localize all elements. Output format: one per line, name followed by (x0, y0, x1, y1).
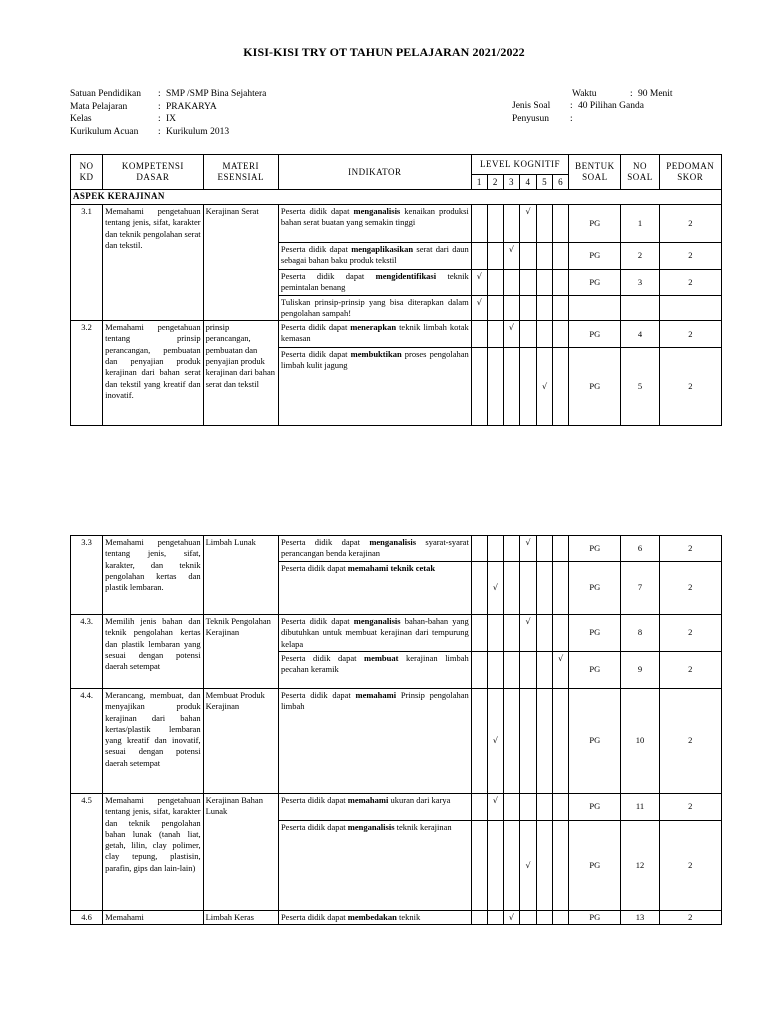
table-row (71, 911, 722, 925)
kd-number: 3.3 (71, 536, 103, 615)
pedoman-skor: 2 (659, 794, 721, 821)
bentuk-soal (569, 295, 621, 321)
indikator-text: Peserta didik dapat (280, 244, 352, 254)
level-cell (487, 270, 503, 296)
pedoman-skor: 2 (659, 536, 721, 562)
level-cell (471, 295, 487, 321)
level-cell (520, 536, 537, 562)
no-soal: 7 (621, 562, 659, 615)
level-cell (520, 689, 537, 794)
no-soal: 2 (621, 243, 659, 270)
check-mark: √ (508, 245, 514, 254)
indikator-cell (278, 205, 471, 243)
meta-right: Jenis Soal : 40 Pilihan Ganda Penyusun : (512, 101, 644, 124)
level-cell (503, 348, 519, 426)
meta-label: Jenis Soal (512, 101, 551, 111)
no-soal: 10 (621, 689, 659, 794)
materi-esensial: Kerajinan Serat (203, 205, 278, 321)
table-row (71, 689, 722, 794)
indikator-text: Peserta didik dapat (280, 349, 351, 360)
level-cell (553, 205, 569, 243)
header-pedoman: PEDOMAN SKOR (659, 155, 721, 190)
level-cell (537, 794, 553, 821)
indikator-keyword: memahami (347, 795, 389, 805)
level-number: 2 (487, 175, 503, 190)
level-cell (519, 321, 536, 348)
level-cell (503, 911, 519, 925)
level-cell (471, 205, 487, 243)
indikator-text: Prinsip pengolahan limbah (280, 690, 469, 712)
check-mark: √ (508, 323, 514, 333)
level-cell (553, 652, 569, 689)
materi-esensial: Limbah Lunak (203, 536, 278, 615)
pedoman-skor: 2 (659, 911, 721, 925)
indikator-text: kerajinan limbah pecahan keramik (280, 653, 469, 675)
table-row (71, 615, 722, 652)
check-mark: √ (525, 860, 531, 870)
materi-esensial: Teknik Pengolahan Kerajinan (203, 615, 278, 689)
kd-number: 4.5 (71, 794, 103, 911)
indikator-text: serat dari daun sebagai bahan baku produk tekstil (280, 244, 469, 266)
level-cell (487, 295, 503, 321)
pedoman-skor: 2 (659, 689, 721, 794)
indikator-keyword: membedakan (347, 912, 397, 922)
level-cell (503, 205, 519, 243)
meta-value: PRAKARYA (166, 101, 217, 112)
level-cell (503, 270, 519, 296)
level-cell (487, 321, 503, 348)
bentuk-soal: PG (569, 562, 621, 615)
table-row (71, 205, 722, 243)
check-mark: √ (476, 297, 482, 307)
level-cell (471, 821, 487, 911)
check-mark: √ (492, 796, 498, 805)
level-cell (553, 295, 569, 321)
materi-esensial: prinsip perancangan, pembuatan dan penyajian produk kerajinan dari bahan serat dan tekstil (203, 321, 278, 426)
indikator-cell (278, 689, 471, 794)
level-cell (553, 536, 569, 562)
level-cell (471, 652, 487, 689)
level-cell (487, 562, 503, 615)
kompetensi-dasar: Memilih jenis bahan dan teknik pengolahan kertas dan plastik lembaran yang sesuai dengan potensi daerah setempat (103, 615, 203, 689)
level-cell (537, 348, 553, 426)
no-soal: 1 (621, 205, 659, 243)
indikator-text: ukuran dari karya (388, 795, 451, 805)
no-soal (621, 295, 659, 321)
level-cell (553, 562, 569, 615)
indikator-text: teknik (396, 912, 421, 922)
level-cell (520, 652, 537, 689)
pedoman-skor (659, 295, 721, 321)
document-title: KISI-KISI TRY OT TAHUN PELAJARAN 2021/2022 (243, 45, 525, 59)
level-number: 6 (553, 175, 569, 190)
bentuk-soal: PG (569, 689, 621, 794)
level-cell (537, 911, 553, 925)
header-kompetensi: KOMPETENSI DASAR (103, 155, 203, 190)
level-cell (471, 321, 487, 348)
level-cell (553, 821, 569, 911)
level-cell (537, 652, 553, 689)
level-cell (519, 243, 536, 270)
no-soal: 4 (621, 321, 659, 348)
indikator-text: Peserta didik dapat (280, 563, 348, 573)
indikator-text: proses pengolahan limbah kulit jagung (280, 349, 469, 371)
level-cell (520, 911, 537, 925)
meta-value: Kurikulum 2013 (166, 126, 230, 137)
indikator-cell (278, 295, 471, 321)
no-soal: 12 (621, 821, 659, 911)
meta-value: 40 Pilihan Ganda (578, 101, 644, 111)
indikator-text: Peserta didik dapat (280, 322, 351, 333)
kd-number: 3.1 (71, 205, 103, 321)
level-cell (503, 562, 519, 615)
indikator-cell (278, 536, 471, 562)
level-cell (487, 689, 503, 794)
level-cell (503, 536, 519, 562)
level-cell (487, 652, 503, 689)
kd-number: 4.6 (71, 911, 103, 925)
bentuk-soal: PG (569, 615, 621, 652)
level-cell (503, 321, 519, 348)
pedoman-skor: 2 (659, 243, 721, 270)
level-cell (519, 295, 536, 321)
level-cell (537, 205, 553, 243)
pedoman-skor: 2 (659, 348, 721, 426)
kompetensi-dasar: Memahami pengetahuan tentang prinsip perancangan, pembuatan dan penyajian produk kerajinan dari bahan serat dan tekstil yang kreatif dan inovatif. (103, 321, 203, 426)
pedoman-skor: 2 (659, 270, 721, 296)
level-cell (487, 205, 503, 243)
no-soal: 6 (621, 536, 659, 562)
bentuk-soal: PG (569, 794, 621, 821)
check-mark: √ (525, 617, 531, 626)
indikator-keyword: menganalisis (353, 616, 401, 626)
indikator-text: bahan-bahan yang dibutuhkan untuk membuat kerajinan dari tempurung kelapa (280, 616, 469, 649)
kisi-table-page2 (70, 535, 722, 925)
pedoman-skor: 2 (659, 652, 721, 689)
bentuk-soal: PG (569, 536, 621, 562)
indikator-keyword: mengidentifikasi (375, 271, 437, 281)
meta-label: Penyusun (512, 113, 549, 124)
check-mark: √ (492, 736, 498, 746)
level-cell (471, 794, 487, 821)
indikator-cell (278, 243, 471, 270)
check-mark: √ (542, 382, 548, 392)
level-number: 4 (519, 175, 536, 190)
level-cell (471, 348, 487, 426)
level-cell (537, 821, 553, 911)
indikator-cell (278, 821, 471, 911)
level-cell (487, 794, 503, 821)
kompetensi-dasar: Merancang, membuat, dan menyajikan produk kerajinan dari bahan kertas/plastik lembaran yang kreatif dan inovatif, sesuai dengan potensi daerah setempat (103, 689, 203, 794)
materi-esensial: Limbah Keras (203, 911, 278, 925)
no-soal: 5 (621, 348, 659, 426)
level-cell (520, 562, 537, 615)
level-number: 1 (471, 175, 487, 190)
meta-left: Satuan Pendidikan : SMP /SMP Bina Sejahtera Mata Pelajaran : PRAKARYA Kelas : IX Kurikulum Acuan : Kurikulum 2013 (70, 89, 267, 137)
meta-value: IX (166, 114, 177, 124)
no-soal: 11 (621, 794, 659, 821)
kompetensi-dasar: Memahami pengetahuan tentang jenis, sifat, karakter dan teknik pengolahan bahan lunak (tanah liat, getah, lilin, clay polimer, clay tepung, plastisin, parafin, gips dan lain-lain) (103, 794, 203, 911)
level-cell (553, 689, 569, 794)
bentuk-soal: PG (569, 205, 621, 243)
level-cell (553, 348, 569, 426)
pedoman-skor: 2 (659, 321, 721, 348)
kompetensi-dasar: Memahami pengetahuan tentang jenis, sifat, karakter dan teknik pengolahan serat dan tekstil. (103, 205, 203, 321)
kompetensi-dasar: Memahami pengetahuan tentang jenis, sifat, karakter, dan teknik pengolahan kertas dan plastik lembaran. (103, 536, 203, 615)
kd-number: 4.4. (71, 689, 103, 794)
indikator-text: teknik kerajinan (394, 822, 452, 832)
indikator-text: Peserta didik dapat (280, 690, 356, 700)
indikator-text: Peserta didik dapat (280, 912, 348, 922)
level-cell (471, 615, 487, 652)
level-cell (520, 821, 537, 911)
level-cell (487, 615, 503, 652)
level-cell (487, 348, 503, 426)
level-cell (553, 321, 569, 348)
check-mark: √ (525, 207, 531, 216)
kd-number: 4.3. (71, 615, 103, 689)
no-soal: 13 (621, 911, 659, 925)
indikator-cell (278, 911, 471, 925)
bentuk-soal: PG (569, 911, 621, 925)
level-cell (487, 821, 503, 911)
indikator-text: Peserta didik dapat (280, 616, 354, 626)
level-cell (519, 270, 536, 296)
check-mark: √ (508, 913, 515, 922)
level-cell (503, 295, 519, 321)
level-cell (553, 615, 569, 652)
bentuk-soal: PG (569, 270, 621, 296)
indikator-keyword: membuat (364, 653, 399, 663)
level-cell (503, 615, 519, 652)
check-mark: √ (558, 654, 564, 663)
pedoman-skor: 2 (659, 615, 721, 652)
indikator-keyword: mengaplikasikan (351, 244, 414, 254)
indikator-keyword: membuktikan (350, 349, 402, 360)
level-cell (537, 295, 553, 321)
indikator-keyword: memahami (355, 690, 397, 700)
pedoman-skor: 2 (659, 562, 721, 615)
bentuk-soal: PG (569, 821, 621, 911)
no-soal: 3 (621, 270, 659, 296)
indikator-text: syarat-syarat perancangan benda kerajinan (280, 537, 469, 559)
indikator-text: kenaikan produksi bahan serat buatan yang semakin tinggi (280, 206, 469, 228)
table-row (71, 321, 722, 348)
aspek-heading: ASPEK KERAJINAN (71, 190, 722, 205)
meta-label: Kurikulum Acuan (70, 126, 139, 137)
check-mark: √ (476, 272, 482, 281)
kompetensi-dasar: Memahami (103, 911, 203, 925)
level-cell (537, 689, 553, 794)
table-row (71, 536, 722, 562)
meta-label: Satuan Pendidikan (70, 89, 141, 99)
meta-label: Waktu (572, 89, 597, 99)
materi-esensial: Membuat Produk Kerajinan (203, 689, 278, 794)
level-cell (471, 270, 487, 296)
level-cell (553, 794, 569, 821)
level-number: 3 (503, 175, 519, 190)
level-cell (519, 348, 536, 426)
header-indikator: INDIKATOR (278, 155, 471, 190)
level-cell (537, 615, 553, 652)
table-row (71, 794, 722, 821)
level-cell (503, 243, 519, 270)
indikator-cell (278, 652, 471, 689)
bentuk-soal: PG (569, 321, 621, 348)
indikator-keyword: menganalisis (347, 822, 395, 832)
level-cell (520, 615, 537, 652)
header-no-soal: NO SOAL (621, 155, 659, 190)
no-soal: 9 (621, 652, 659, 689)
level-cell (553, 243, 569, 270)
indikator-cell (278, 348, 471, 426)
no-soal: 8 (621, 615, 659, 652)
bentuk-soal: PG (569, 348, 621, 426)
level-cell (487, 536, 503, 562)
level-cell (471, 536, 487, 562)
level-cell (553, 270, 569, 296)
level-cell (553, 911, 569, 925)
level-cell (537, 321, 553, 348)
indikator-text: Peserta didik dapat (280, 271, 376, 281)
level-cell (537, 536, 553, 562)
indikator-text: teknik limbah kotak kemasan (280, 322, 469, 344)
indikator-keyword: memahami teknik cetak (347, 563, 436, 573)
meta-label: Mata Pelajaran (70, 101, 128, 112)
bentuk-soal: PG (569, 652, 621, 689)
meta-value: 90 Menit (638, 89, 673, 99)
meta-right-waktu: Waktu : 90 Menit (572, 89, 673, 99)
header-level: LEVEL KOGNITIF (471, 155, 568, 175)
kisi-table-page1 (70, 154, 722, 426)
indikator-keyword: menganalisis (369, 537, 417, 547)
indikator-text: Peserta didik dapat (280, 822, 348, 832)
indikator-text: Peserta didik dapat (280, 795, 348, 805)
level-number: 5 (537, 175, 553, 190)
indikator-text: Tuliskan prinsip-prinsip yang bisa diterapkan dalam pengolahan sampah! (280, 296, 469, 318)
level-cell (503, 821, 519, 911)
level-cell (503, 794, 519, 821)
pedoman-skor: 2 (659, 205, 721, 243)
indikator-cell (278, 270, 471, 296)
level-cell (471, 911, 487, 925)
indikator-cell (278, 562, 471, 615)
check-mark: √ (492, 583, 498, 593)
indikator-text: Peserta didik dapat (280, 206, 354, 216)
indikator-text: teknik pemintalan benang (280, 271, 469, 293)
check-mark: √ (525, 538, 531, 547)
indikator-cell (278, 321, 471, 348)
header-materi: MATERI ESENSIAL (203, 155, 278, 190)
level-cell (471, 562, 487, 615)
indikator-text: Peserta didik dapat (280, 653, 364, 663)
level-cell (471, 689, 487, 794)
level-cell (487, 911, 503, 925)
header-bentuk: BENTUK SOAL (569, 155, 621, 190)
level-cell (537, 270, 553, 296)
level-cell (520, 794, 537, 821)
level-cell (503, 652, 519, 689)
level-cell (537, 562, 553, 615)
header-no-kd: NO KD (71, 155, 103, 190)
indikator-keyword: menerapkan (350, 322, 397, 333)
indikator-keyword: menganalisis (353, 206, 401, 216)
materi-esensial: Kerajinan Bahan Lunak (203, 794, 278, 911)
indikator-text: Peserta didik dapat (280, 537, 370, 547)
meta-label: Kelas (70, 114, 92, 124)
indikator-cell (278, 615, 471, 652)
level-cell (519, 205, 536, 243)
kd-number: 3.2 (71, 321, 103, 426)
level-cell (471, 243, 487, 270)
level-cell (537, 243, 553, 270)
level-cell (503, 689, 519, 794)
level-cell (487, 243, 503, 270)
pedoman-skor: 2 (659, 821, 721, 911)
meta-value: SMP /SMP Bina Sejahtera (166, 89, 267, 99)
bentuk-soal: PG (569, 243, 621, 270)
indikator-cell (278, 794, 471, 821)
